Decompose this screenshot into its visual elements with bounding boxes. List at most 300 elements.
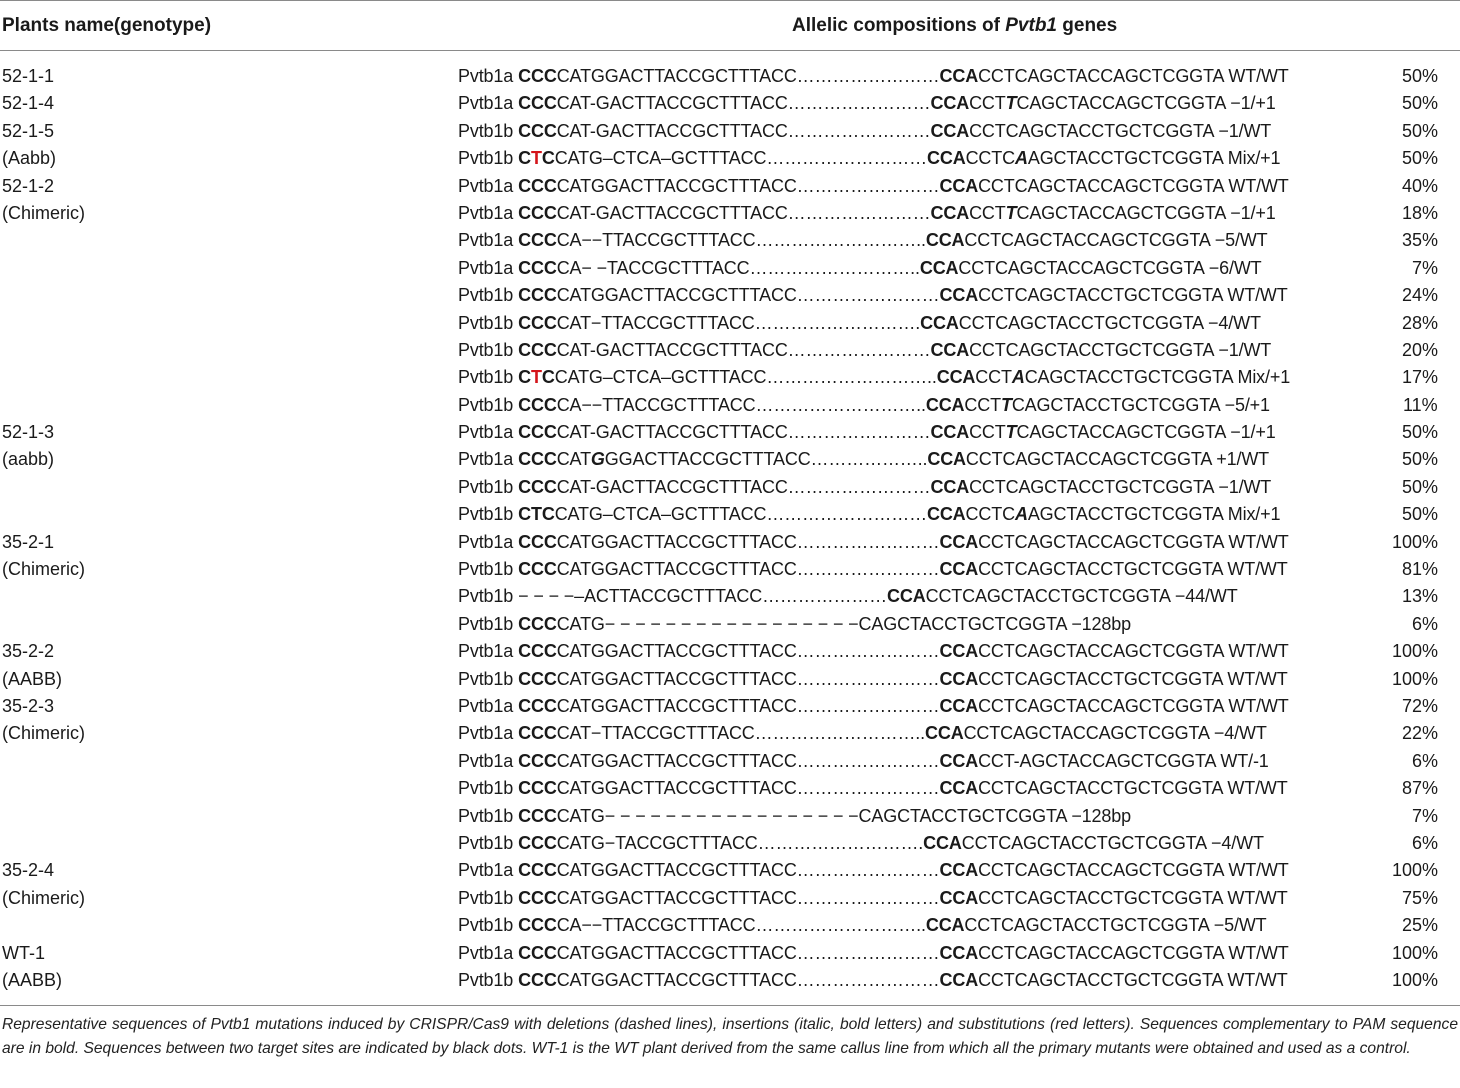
table-row — [0, 830, 1460, 857]
sequence-segment: CAT-GACTTACCGCTTTACC…………………… — [556, 422, 931, 443]
gene-name: Pvtb1b — [458, 832, 514, 853]
pam-bases: CCC — [518, 832, 557, 853]
sequence-segment: CATGGACTTACCGCTTTACC…………………… — [556, 531, 940, 552]
column-header-plants: Plants name(genotype) — [2, 15, 212, 36]
gene-name: Pvtb1a — [458, 175, 514, 196]
mutation-result: −1/+1 — [1230, 202, 1276, 223]
mutation-result: WT/WT — [1228, 531, 1289, 552]
pam-bases: CCC — [518, 668, 557, 689]
pam-bases: CCC — [518, 120, 557, 141]
gene-name: Pvtb1b — [458, 586, 514, 607]
plant-name: WT-1 — [2, 942, 45, 963]
allele-sequence — [458, 310, 1261, 337]
pam-bases: CCA — [939, 66, 979, 86]
mutation-result: WT/WT — [1227, 778, 1288, 799]
sequence-segment: CATGGACTTACCGCTTTACC…………………… — [556, 942, 940, 963]
allele-percentage: 22% — [1402, 723, 1439, 744]
allele-percentage: 6% — [1412, 613, 1439, 634]
allele-percentage: 11% — [1403, 394, 1438, 415]
sequence-segment: CCTCAGCTACCTGCTCGGTA — [978, 285, 1224, 306]
plant-name: 52-1-5 — [2, 120, 55, 141]
sequence-segment: CCTCAGCTACCTGCTCGGTA — [978, 668, 1224, 689]
allele-sequence — [458, 118, 1271, 145]
pam-bases: CCC — [518, 93, 557, 114]
table-row — [0, 638, 1460, 665]
pam-bases: CCA — [930, 422, 970, 443]
table-row — [0, 611, 1460, 638]
sequence-segment: CCTCAGCTACCAGCTCGGTA — [978, 641, 1225, 662]
pam-bases: C — [541, 148, 555, 169]
sequence-segment: CAGCTACCTGCTCGGTA — [1024, 367, 1234, 388]
sequence-segment: CCTCAGCTACCTGCTCGGTA — [961, 832, 1208, 853]
pam-bases: C — [541, 367, 555, 388]
sequence-segment: CCTCAGCTACCAGCTCGGTA — [978, 942, 1225, 963]
gene-name: Pvtb1a — [458, 860, 514, 881]
pam-bases: CCA — [923, 832, 962, 853]
column-header-suffix: genes — [1057, 15, 1118, 36]
mutation-result: Mix/+1 — [1227, 504, 1281, 525]
table-row — [0, 63, 1460, 90]
gene-name: Pvtb1a — [458, 723, 514, 744]
allele-sequence — [458, 583, 1238, 610]
allele-percentage: 50% — [1402, 66, 1439, 86]
allele-sequence — [458, 857, 1289, 884]
pam-bases: CCA — [939, 860, 979, 881]
sequence-segment: CCTCAGCTACCTGCTCGGTA — [978, 887, 1224, 908]
sequence-segment: CAT — [556, 449, 591, 470]
pam-bases: CCA — [930, 339, 970, 360]
mutation-result: WT/WT — [1227, 559, 1288, 580]
allele-percentage: 25% — [1402, 915, 1439, 936]
sequence-segment: AGCTACCTGCTCGGTA — [1027, 148, 1224, 169]
allele-percentage: 50% — [1402, 422, 1439, 443]
mutation-result: −5/WT — [1214, 230, 1268, 251]
plant-name: (Aabb) — [2, 148, 57, 169]
pam-bases: CCC — [518, 750, 557, 771]
table-row — [0, 310, 1460, 337]
pam-bases: CCC — [518, 339, 557, 360]
insertion-base: A — [1014, 148, 1028, 169]
allele-sequence — [458, 173, 1289, 200]
pam-bases: CCA — [939, 285, 979, 306]
pam-bases: CCC — [518, 531, 557, 552]
pam-bases: CCA — [930, 476, 970, 497]
allele-percentage: 100% — [1392, 860, 1439, 881]
pam-bases: CCC — [518, 257, 557, 278]
allele-sequence — [458, 392, 1270, 419]
table-row — [0, 227, 1460, 254]
allele-percentage: 87% — [1402, 778, 1439, 799]
gene-name: Pvtb1b — [458, 394, 514, 415]
allele-percentage: 100% — [1392, 531, 1439, 552]
sequence-segment: CAT-GACTTACCGCTTTACC…………………… — [556, 202, 931, 223]
sequence-segment: CATG–CTCA–GCTTTACC……………………… — [554, 148, 928, 169]
mutation-result: WT/WT — [1228, 66, 1289, 86]
sequence-segment: CA−−TTACCGCTTTACC……………………….. — [556, 230, 926, 251]
plant-name: 52-1-2 — [2, 175, 55, 196]
table-row — [0, 529, 1460, 556]
allele-sequence — [458, 666, 1288, 693]
substitution-base: T — [531, 367, 542, 388]
table-bottom-rule — [0, 1005, 1460, 1006]
sequence-segment: CATGGACTTACCGCTTTACC…………………… — [556, 668, 940, 689]
gene-name: Pvtb1a — [458, 230, 514, 251]
allele-sequence — [458, 474, 1271, 501]
mutation-result: WT/WT — [1227, 668, 1288, 689]
mutation-result: WT/WT — [1228, 175, 1289, 196]
table-row — [0, 337, 1460, 364]
pam-bases: CCA — [939, 750, 979, 771]
sequence-segment: CCTCAGCTACCAGCTCGGTA — [978, 175, 1225, 196]
column-header-gene: Pvtb1 — [1005, 15, 1057, 36]
allele-percentage: 35% — [1402, 230, 1439, 251]
sequence-segment: CAGCTACCAGCTCGGTA — [1016, 202, 1227, 223]
mutation-result: −44/WT — [1174, 586, 1238, 607]
plant-name: 35-2-4 — [2, 860, 55, 881]
gene-name: Pvtb1a — [458, 202, 514, 223]
plant-name: (AABB) — [2, 969, 63, 990]
table-row — [0, 967, 1460, 994]
sequence-segment: CCT — [969, 202, 1006, 223]
allele-percentage: 40% — [1402, 175, 1439, 196]
gene-name: Pvtb1b — [458, 285, 514, 306]
table-caption: Representative sequences of Pvtb1 mutations induced by CRISPR/Cas9 with deletions (dashed lines), insertions (italic, bold letters) and substitutions (red letters). Sequences complementary to PAM sequence are in bold. Sequences between two target sites are indicated by black dots. WT-1 is the WT plant derived from the same callus line from which all the primary mutants were obtained and used as a control. — [2, 1016, 1458, 1057]
sequence-segment: CA−−TTACCGCTTTACC……………………….. — [556, 915, 926, 936]
pam-bases: CCC — [518, 202, 557, 223]
sequence-segment: CATG–CTCA–GCTTTACC……………………… — [554, 504, 927, 525]
sequence-segment: CATG−TACCGCTTTACC………………………. — [556, 832, 924, 853]
allele-percentage: 100% — [1392, 969, 1439, 990]
gene-name: Pvtb1a — [458, 422, 514, 443]
sequence-segment: CATGGACTTACCGCTTTACC…………………… — [556, 887, 940, 908]
table-row — [0, 145, 1460, 172]
table-row — [0, 474, 1460, 501]
insertion-base: G — [590, 449, 605, 470]
gene-name: Pvtb1a — [458, 531, 514, 552]
table-top-rule — [0, 0, 1460, 1]
gene-name: Pvtb1b — [458, 668, 514, 689]
mutation-result: −4/WT — [1208, 312, 1261, 333]
pam-bases: CCC — [518, 778, 557, 799]
pam-bases: C — [518, 148, 531, 169]
sequence-segment: CATGGACTTACCGCTTTACC…………………… — [556, 778, 940, 799]
mutation-result: WT/WT — [1228, 942, 1289, 963]
allele-percentage: 20% — [1402, 339, 1439, 360]
allele-percentage: 6% — [1412, 832, 1439, 853]
allele-percentage: 17% — [1402, 367, 1439, 388]
allele-sequence — [458, 556, 1288, 583]
sequence-segment: CATGGACTTACCGCTTTACC…………………… — [556, 695, 940, 716]
sequence-segment: CATGGACTTACCGCTTTACC…………………… — [556, 641, 940, 662]
table-row — [0, 419, 1460, 446]
gene-name: Pvtb1b — [458, 969, 514, 990]
pam-bases: CCA — [939, 695, 979, 716]
pam-bases: CCA — [939, 887, 979, 908]
allele-sequence — [458, 748, 1269, 775]
pam-bases: CCA — [939, 175, 979, 196]
allele-percentage: 28% — [1402, 312, 1439, 333]
sequence-segment: CCTCAGCTACCTGCTCGGTA — [969, 476, 1215, 497]
gene-name: Pvtb1b — [458, 613, 514, 634]
pam-bases: CCC — [518, 230, 557, 251]
mutation-result: −5/+1 — [1224, 394, 1270, 415]
sequence-segment: CAGCTACCTGCTCGGTA — [1011, 394, 1221, 415]
mutation-result: +1/WT — [1216, 449, 1270, 470]
allele-percentage: 75% — [1402, 887, 1439, 908]
mutation-result: −1/+1 — [1230, 422, 1276, 443]
gene-name: Pvtb1b — [458, 367, 514, 388]
gene-name: Pvtb1a — [458, 641, 514, 662]
gene-name: Pvtb1b — [458, 148, 514, 169]
sequence-segment: CAT-GACTTACCGCTTTACC…………………… — [556, 120, 931, 141]
allele-sequence — [458, 364, 1290, 391]
table-row — [0, 90, 1460, 117]
pam-bases: CCC — [518, 66, 557, 86]
table-row — [0, 392, 1460, 419]
pam-bases: CCA — [919, 257, 959, 278]
table-row — [0, 556, 1460, 583]
sequence-segment: CCTCAGCTACCAGCTCGGTA — [978, 531, 1225, 552]
pam-bases: CCA — [926, 504, 966, 525]
mutation-result: Mix/+1 — [1237, 367, 1291, 388]
table-row — [0, 282, 1460, 309]
sequence-segment: CCTCAGCTACCTGCTCGGTA — [925, 586, 1171, 607]
allele-sequence — [458, 90, 1276, 117]
table-row — [0, 775, 1460, 802]
gene-name: Pvtb1a — [458, 257, 514, 278]
mutation-result: −6/WT — [1208, 257, 1262, 278]
pam-bases: CCC — [518, 422, 557, 443]
allele-sequence — [458, 885, 1288, 912]
allele-sequence — [458, 63, 1289, 90]
sequence-segment: CAGCTACCAGCTCGGTA — [1016, 422, 1227, 443]
mutation-result: −128bp — [1071, 613, 1131, 634]
gene-name: Pvtb1a — [458, 93, 514, 114]
sequence-segment: CA−−TTACCGCTTTACC……………………….. — [556, 394, 926, 415]
table-row — [0, 173, 1460, 200]
sequence-segment: CCT — [969, 93, 1006, 114]
table-row — [0, 200, 1460, 227]
allele-percentage: 81% — [1402, 559, 1439, 580]
pam-bases: CCC — [518, 695, 557, 716]
allele-sequence — [458, 337, 1271, 364]
allele-sequence — [458, 967, 1288, 994]
mutation-result: Mix/+1 — [1227, 148, 1281, 169]
pam-bases: CCA — [936, 367, 976, 388]
pam-bases: CCA — [920, 312, 959, 333]
sequence-segment: CCTCAGCTACCTGCTCGGTA — [969, 339, 1215, 360]
allele-percentage: 7% — [1412, 257, 1439, 278]
allele-percentage: 50% — [1402, 449, 1439, 470]
mutation-result: WT/WT — [1228, 860, 1289, 881]
table-body — [0, 63, 1460, 994]
sequence-segment: CATG− − − − − − − − − − − − − − − − −CAGCTACCTGCTCGGTA — [556, 805, 1068, 826]
sequence-segment: CAT-GACTTACCGCTTTACC…………………… — [556, 93, 931, 114]
allele-percentage: 100% — [1392, 942, 1439, 963]
allele-sequence — [458, 501, 1280, 528]
sequence-segment: CCTCAGCTACCAGCTCGGTA — [965, 449, 1213, 470]
pam-bases: CCC — [518, 969, 557, 990]
substitution-base: T — [531, 148, 542, 169]
allele-sequence — [458, 611, 1131, 638]
allele-percentage: 24% — [1402, 285, 1439, 306]
plant-name: (Chimeric) — [2, 202, 85, 223]
gene-name: Pvtb1b — [458, 339, 514, 360]
mutation-result: −4/WT — [1213, 723, 1267, 744]
gene-name: Pvtb1a — [458, 449, 514, 470]
mutation-result: WT/WT — [1227, 969, 1288, 990]
sequence-segment: GGACTTACCGCTTTACC……………….. — [604, 449, 928, 470]
sequence-segment: CCTCAGCTACCAGCTCGGTA — [978, 66, 1225, 86]
mutation-result: −1/WT — [1218, 120, 1272, 141]
gene-name: Pvtb1a — [458, 695, 514, 716]
pam-bases: CCC — [518, 175, 557, 196]
plant-name: 52-1-4 — [2, 93, 55, 114]
plant-name: (aabb) — [2, 449, 55, 470]
insertion-base: A — [1014, 504, 1028, 525]
sequence-segment: CCT-AGCTACCAGCTCGGTA — [978, 750, 1217, 771]
table-row — [0, 885, 1460, 912]
pam-bases: CCA — [925, 230, 965, 251]
insertion-base: T — [1005, 422, 1017, 443]
pam-bases: CCA — [930, 93, 970, 114]
mutation-result: −5/WT — [1213, 915, 1267, 936]
gene-name: Pvtb1b — [458, 805, 514, 826]
plant-name: (AABB) — [2, 668, 63, 689]
sequence-segment: CA− −TACCGCTTTACC……………………….. — [556, 257, 920, 278]
allele-percentage: 50% — [1402, 504, 1439, 525]
mutation-result: WT/-1 — [1220, 750, 1269, 771]
sequence-segment: CCTCAGCTACCAGCTCGGTA — [958, 257, 1205, 278]
sequence-segment: CAGCTACCAGCTCGGTA — [1016, 93, 1227, 114]
sequence-segment: CCTC — [965, 148, 1015, 169]
pam-bases: CCA — [930, 202, 970, 223]
sequence-segment: CAT−TTACCGCTTTACC……………………….. — [556, 723, 925, 744]
table-row — [0, 446, 1460, 473]
plant-name: 35-2-1 — [2, 531, 55, 552]
mutation-result: −1/WT — [1218, 476, 1272, 497]
table-row — [0, 940, 1460, 967]
plant-name: (Chimeric) — [2, 559, 85, 580]
allele-percentage: 18% — [1402, 202, 1439, 223]
sequence-segment: CCT — [969, 422, 1006, 443]
pam-bases: CCA — [939, 942, 979, 963]
sequence-segment: CAT−TTACCGCTTTACC………………………. — [556, 312, 921, 333]
sequence-segment: CATGGACTTACCGCTTTACC…………………… — [556, 750, 940, 771]
allele-sequence — [458, 227, 1268, 254]
allele-sequence — [458, 830, 1264, 857]
pam-bases: CCC — [518, 559, 557, 580]
gene-name: Pvtb1b — [458, 887, 514, 908]
pam-bases: CCA — [887, 586, 926, 607]
allele-percentage: 50% — [1402, 476, 1439, 497]
plant-name: 35-2-3 — [2, 695, 55, 716]
pam-bases: CCA — [939, 668, 979, 689]
mutation-result: −128bp — [1071, 805, 1131, 826]
table-row — [0, 666, 1460, 693]
sequence-segment: CCTCAGCTACCAGCTCGGTA — [978, 860, 1225, 881]
plant-name: 52-1-3 — [2, 422, 55, 443]
insertion-base: T — [1005, 202, 1017, 223]
gene-name: Pvtb1b — [458, 476, 514, 497]
pam-bases: CCC — [518, 285, 557, 306]
gene-name: Pvtb1b — [458, 778, 514, 799]
sequence-segment: CATGGACTTACCGCTTTACC…………………… — [556, 860, 940, 881]
pam-bases: CCC — [518, 613, 557, 634]
gene-name: Pvtb1a — [458, 750, 514, 771]
allele-sequence — [458, 775, 1288, 802]
allele-sequence — [458, 940, 1289, 967]
sequence-segment: CCTCAGCTACCTGCTCGGTA — [978, 778, 1224, 799]
mutation-result: WT/WT — [1227, 887, 1288, 908]
pam-bases: C — [518, 367, 531, 388]
sequence-segment: CCTCAGCTACCTGCTCGGTA — [958, 312, 1205, 333]
sequence-segment: CCTCAGCTACCAGCTCGGTA — [963, 723, 1210, 744]
sequence-segment: CATGGACTTACCGCTTTACC…………………… — [556, 175, 940, 196]
sequence-segment: CATGGACTTACCGCTTTACC…………………… — [556, 66, 940, 86]
allele-percentage: 100% — [1392, 668, 1439, 689]
pam-bases: CCA — [927, 449, 966, 470]
sequence-segment: CCTCAGCTACCTGCTCGGTA — [964, 915, 1210, 936]
column-header-alleles — [792, 14, 1117, 38]
insertion-base: T — [1000, 394, 1012, 415]
sequence-segment: CCTC — [965, 504, 1015, 525]
sequence-segment: CCTCAGCTACCTGCTCGGTA — [978, 559, 1224, 580]
pam-bases: CCC — [518, 942, 557, 963]
sequence-segment: CCTCAGCTACCTGCTCGGTA — [978, 969, 1224, 990]
allele-sequence — [458, 446, 1269, 473]
pam-bases: CCA — [927, 148, 966, 169]
allele-sequence — [458, 803, 1131, 830]
allele-percentage: 100% — [1392, 641, 1439, 662]
allele-sequence — [458, 720, 1267, 747]
pam-bases: CCA — [939, 559, 979, 580]
pam-bases: CCA — [939, 531, 979, 552]
sequence-segment: CCT — [975, 367, 1012, 388]
pam-bases: CCC — [518, 723, 557, 744]
mutation-result: −1/+1 — [1230, 93, 1276, 114]
allele-sequence — [458, 255, 1262, 282]
sequence-segment: CCT — [964, 394, 1001, 415]
allele-percentage: 50% — [1402, 93, 1439, 114]
gene-name: Pvtb1b — [458, 504, 514, 525]
insertion-base: A — [1011, 367, 1025, 388]
sequence-segment: CAT-GACTTACCGCTTTACC…………………… — [556, 339, 931, 360]
pam-bases: CCC — [518, 641, 557, 662]
table-row — [0, 583, 1460, 610]
table-row — [0, 912, 1460, 939]
table-row — [0, 857, 1460, 884]
pam-bases: CCA — [930, 120, 970, 141]
plant-name: 52-1-1 — [2, 66, 55, 86]
gene-name: Pvtb1b — [458, 559, 514, 580]
table-row — [0, 693, 1460, 720]
pam-bases: CCC — [518, 860, 557, 881]
plant-name: (Chimeric) — [2, 723, 85, 744]
mutation-result: WT/WT — [1228, 695, 1289, 716]
column-header-prefix: Allelic compositions of — [792, 15, 1006, 36]
gene-name: Pvtb1b — [458, 915, 514, 936]
sequence-segment: CCTCAGCTACCAGCTCGGTA — [978, 695, 1225, 716]
mutation-result: WT/WT — [1227, 285, 1288, 306]
allele-sequence — [458, 145, 1280, 172]
pam-bases: CCC — [518, 805, 557, 826]
pam-bases: CCA — [925, 723, 964, 744]
sequence-segment: AGCTACCTGCTCGGTA — [1027, 504, 1224, 525]
pam-bases: CCC — [518, 449, 557, 470]
sequence-segment: CAT-GACTTACCGCTTTACC…………………… — [556, 476, 931, 497]
allele-sequence — [458, 282, 1288, 309]
